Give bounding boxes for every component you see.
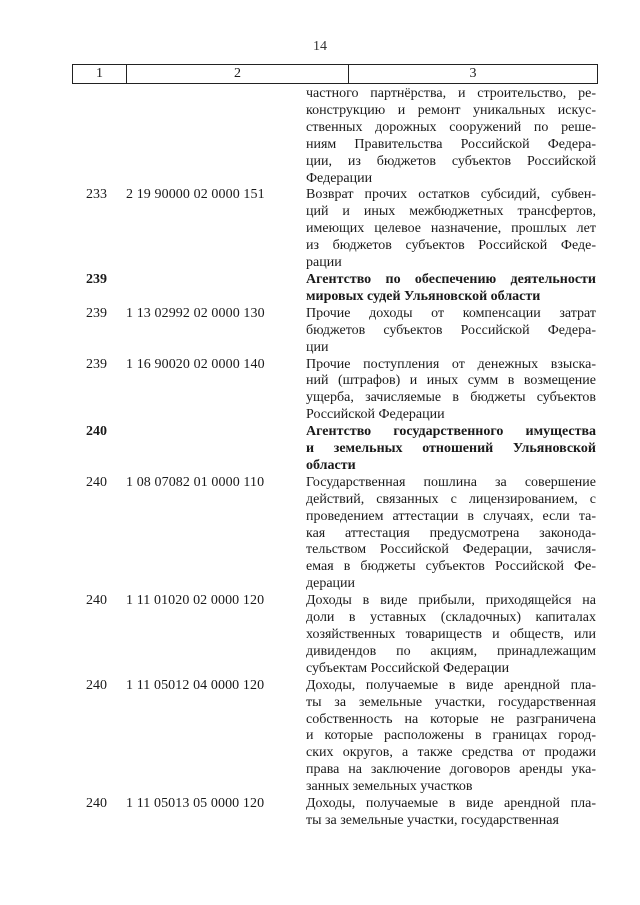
row-number: 239	[86, 356, 107, 372]
row-number: 239	[86, 271, 107, 287]
header-col-1: 1	[73, 65, 127, 83]
description-line: ущерба, зачисляемые в бюджеты субъектов	[306, 390, 596, 406]
table-row	[72, 593, 598, 678]
description	[306, 475, 596, 593]
description-line: ских округов, а также средства от продажи	[306, 745, 596, 761]
description-line: ты за земельные участки, государственная	[306, 694, 596, 710]
description-line: и которые расположены в границах город-	[306, 728, 596, 744]
table-row	[72, 86, 598, 187]
description	[306, 424, 596, 475]
description	[306, 593, 596, 678]
description-line: Доходы, получаемые в виде арендной пла-	[306, 796, 596, 812]
description-line: и земельных отношений Ульяновской	[306, 441, 596, 457]
description-line: тельством Российской Федерации, зачисля-	[306, 542, 596, 558]
description-line: частного партнёрства, и строительство, ре-	[306, 86, 596, 101]
budget-code: 2 19 90000 02 0000 151	[126, 187, 265, 203]
description-line: Российской Федерации	[306, 407, 445, 423]
row-number: 239	[86, 305, 107, 321]
row-number: 233	[86, 187, 107, 203]
table-row	[72, 306, 598, 357]
description-line: ниям Правительства Российской Федера-	[306, 136, 596, 152]
description-line: права на заключение договоров аренды ука-	[306, 762, 596, 778]
description-line: ции	[306, 339, 329, 355]
description	[306, 272, 596, 306]
page-number: 14	[313, 39, 327, 54]
description-line: Государственная пошлина за совершение	[306, 474, 596, 490]
description-line: Возврат прочих остатков субсидий, субвен-	[306, 187, 596, 203]
description-line: Прочие доходы от компенсации затрат	[306, 305, 596, 321]
table-row	[72, 187, 598, 272]
table-body	[72, 86, 598, 830]
description-line: конструкцию и ремонт уникальных искус-	[306, 102, 596, 118]
row-number: 240	[86, 593, 107, 609]
description-line: имеющих целевое назначение, прошлых лет	[306, 221, 596, 237]
budget-code: 1 11 05013 05 0000 120	[126, 796, 265, 812]
description-line: хозяйственных товариществ и обществ, или	[306, 627, 596, 642]
description-line: ний (штрафов) и иных сумм в возмещение	[306, 373, 596, 389]
description-line: ции, из бюджетов субъектов Российской	[306, 153, 596, 169]
description-line: ственных дорожных сооружений по реше-	[306, 119, 596, 135]
description-line: дерации	[306, 576, 356, 592]
table-row	[72, 272, 598, 306]
description-line: рации	[306, 255, 342, 271]
budget-code: 1 08 07082 01 0000 110	[126, 474, 265, 490]
description-line: дивидендов по акциям, принадлежащим	[306, 643, 596, 659]
budget-code	[126, 272, 304, 306]
row-number: 240	[86, 677, 107, 693]
budget-code: 1 16 90020 02 0000 140	[126, 356, 265, 372]
description	[306, 86, 596, 187]
budget-code: 1 11 01020 02 0000 120	[126, 593, 265, 609]
row-number: 240	[86, 424, 107, 440]
budget-code: 1 13 02992 02 0000 130	[126, 305, 265, 321]
description-line: действий, связанных с лицензированием, с	[306, 491, 596, 507]
row-number: 240	[86, 474, 107, 490]
table-header	[72, 64, 598, 84]
header-col-2: 2	[127, 65, 349, 83]
description-line: бюджетов субъектов Российской Федера-	[306, 322, 596, 338]
description-line: ций и иных межбюджетных трансфертов,	[306, 204, 596, 220]
description-line: Агентство по обеспечению деятельности	[306, 271, 596, 287]
description-line: доли в уставных (складочных) капиталах	[306, 610, 596, 626]
budget-code: 1 11 05012 04 0000 120	[126, 677, 265, 693]
description-line: проведением аттестации в случаях, если та-	[306, 508, 596, 524]
description-line: Доходы, получаемые в виде арендной пла-	[306, 677, 596, 693]
description-line: Доходы в виде прибыли, приходящейся на	[306, 593, 596, 609]
table-row	[72, 678, 598, 796]
row-number: 240	[86, 796, 107, 812]
description	[306, 306, 596, 357]
description	[306, 796, 596, 830]
budget-code	[126, 86, 304, 187]
header-col-3: 3	[469, 66, 477, 81]
description-line: области	[306, 457, 356, 473]
description-line: собственность на которые не разграничена	[306, 711, 596, 727]
description	[306, 187, 596, 272]
description	[306, 357, 596, 425]
table-row	[72, 357, 598, 425]
table-row	[72, 796, 598, 830]
table-row	[72, 424, 598, 475]
description-line: емая в бюджеты субъектов Российской Фе-	[306, 559, 596, 575]
row-number	[72, 86, 126, 187]
description-line: Агентство государственного имущества	[306, 424, 596, 440]
description-line: ты за земельные участки, государственная	[306, 812, 559, 828]
description-line: из бюджетов субъектов Российской Феде-	[306, 238, 596, 254]
table-row	[72, 475, 598, 593]
budget-code	[126, 424, 304, 475]
description-line: кая аттестация предусмотрена законода-	[306, 525, 596, 541]
description-line: занных земельных участков	[306, 779, 473, 795]
description-line: субъектам Российской Федерации	[306, 660, 510, 676]
description-line: Прочие поступления от денежных взыска-	[306, 356, 596, 372]
description-line: мировых судей Ульяновской области	[306, 288, 541, 304]
description	[306, 678, 596, 796]
description-line: Федерации	[306, 170, 373, 186]
